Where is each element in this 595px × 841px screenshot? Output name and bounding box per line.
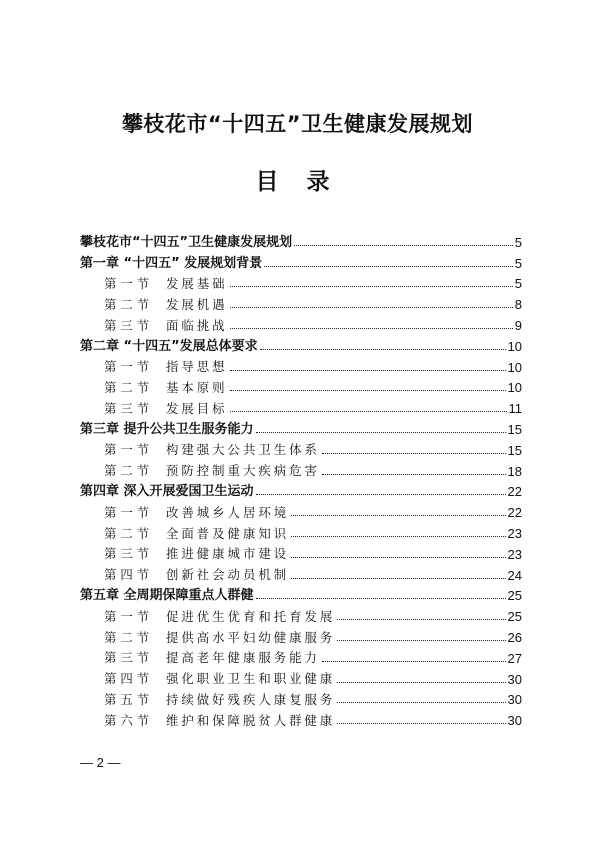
dot-leader: [256, 494, 506, 495]
toc-entry-title: 持续做好残疾人康复服务: [166, 691, 336, 707]
toc-page-number: 10: [507, 359, 522, 375]
dot-leader: [291, 557, 505, 558]
toc-entry-title: 促进优生优育和托育发展: [166, 608, 336, 624]
dot-leader: [230, 370, 506, 371]
toc-page-number: 9: [514, 317, 522, 333]
toc-section-entry[interactable]: [80, 602, 522, 623]
toc-page-number: 24: [507, 567, 522, 583]
toc-entry-title: 提高老年健康服务能力: [166, 650, 320, 666]
toc-chapter-entry[interactable]: [80, 478, 522, 499]
toc-section-number: 第四节: [104, 567, 154, 583]
dot-leader: [337, 723, 505, 724]
dot-leader: [337, 682, 505, 683]
dot-leader: [256, 432, 506, 433]
toc-section-number: 第五节: [104, 691, 154, 707]
toc-page-number: 30: [507, 692, 522, 708]
toc-section-number: 第一节: [104, 275, 154, 291]
toc-page-number: 23: [507, 546, 522, 562]
page-number: — 2 —: [80, 755, 121, 770]
toc-entry-title: 发展基础: [166, 275, 228, 291]
toc-entry-title: 维护和保障脱贫人群健康: [166, 712, 336, 728]
toc-section-number: 第三节: [104, 546, 154, 562]
toc-entry-title: 攀枝花市“十四五”卫生健康发展规划: [80, 234, 293, 250]
toc-page-number: 25: [507, 609, 522, 625]
document-title: 攀枝花市“十四五”卫生健康发展规划: [121, 112, 474, 136]
toc-section-entry[interactable]: [80, 665, 522, 686]
toc-page-number: 22: [507, 505, 522, 521]
toc-page-number: 30: [507, 713, 522, 729]
toc-entry-title: 改善城乡人居环境: [166, 504, 290, 520]
toc-entry-title: 发展目标: [166, 400, 228, 416]
toc-entry-title: 推进健康城市建设: [166, 546, 290, 562]
toc-section-entry[interactable]: [80, 353, 522, 374]
toc-section-entry[interactable]: [80, 457, 522, 478]
toc-page-number: 10: [507, 338, 522, 354]
toc-page-number: 27: [507, 650, 522, 666]
toc-entry-title: 指导思想: [166, 359, 228, 375]
toc-section-number: 第一节: [104, 359, 154, 375]
toc-section-number: 第一节: [104, 442, 154, 458]
toc-section-number: 第二节: [104, 525, 154, 541]
toc-section-entry[interactable]: [80, 311, 522, 332]
dot-leader: [322, 661, 506, 662]
toc-section-entry[interactable]: [80, 394, 522, 415]
toc-chapter-entry[interactable]: [80, 415, 522, 436]
toc-chapter-entry[interactable]: [80, 249, 522, 270]
toc-section-entry[interactable]: [80, 644, 522, 665]
dot-leader: [264, 266, 513, 267]
toc-page-number: 23: [507, 525, 522, 541]
toc-section-entry[interactable]: [80, 686, 522, 707]
dot-leader: [322, 474, 506, 475]
toc-page-number: 8: [514, 297, 522, 313]
toc-entry-title: 强化职业卫生和职业健康: [166, 671, 336, 687]
toc-page-number: 10: [507, 380, 522, 396]
toc-entry-title: 面临挑战: [166, 317, 228, 333]
dot-leader: [230, 307, 513, 308]
toc-entry-title: 第二章 “十四五”发展总体要求: [80, 338, 258, 354]
toc-entry-title: 全面普及健康知识: [166, 525, 290, 541]
dot-leader: [260, 349, 506, 350]
toc-page-number: 5: [514, 234, 522, 250]
toc-section-number: 第二节: [104, 463, 154, 479]
toc-entry-title: 第三章 提升公共卫生服务能力: [80, 421, 254, 437]
toc-page-number: 18: [507, 463, 522, 479]
toc-page-number: 11: [508, 401, 522, 417]
toc-page-number: 30: [507, 671, 522, 687]
toc-section-number: 第三节: [104, 400, 154, 416]
toc-section-entry[interactable]: [80, 270, 522, 291]
dot-leader: [337, 702, 505, 703]
toc-section-entry[interactable]: [80, 623, 522, 644]
toc-section-number: 第二节: [104, 379, 154, 395]
toc-page-number: 26: [507, 629, 522, 645]
toc-entry-title: 创新社会动员机制: [166, 567, 290, 583]
table-of-contents: [80, 228, 522, 727]
toc-section-number: 第二节: [104, 629, 154, 645]
dot-leader: [291, 578, 505, 579]
toc-page-number: 15: [507, 442, 522, 458]
toc-chapter-entry[interactable]: [80, 228, 522, 249]
dot-leader: [322, 453, 506, 454]
toc-section-entry[interactable]: [80, 374, 522, 395]
dot-leader: [291, 515, 505, 516]
toc-page-number: 22: [507, 484, 522, 500]
dot-leader: [230, 390, 506, 391]
toc-section-number: 第二节: [104, 296, 154, 312]
toc-section-entry[interactable]: [80, 498, 522, 519]
toc-entry-title: 基本原则: [166, 379, 228, 395]
toc-section-number: 第四节: [104, 671, 154, 687]
toc-entry-title: 发展机遇: [166, 296, 228, 312]
dot-leader: [337, 619, 505, 620]
toc-page-number: 15: [507, 421, 522, 437]
toc-section-entry[interactable]: [80, 290, 522, 311]
toc-entry-title: 第五章 全周期保障重点人群健: [80, 588, 254, 604]
toc-entry-title: 预防控制重大疾病危害: [166, 463, 320, 479]
toc-chapter-entry[interactable]: [80, 332, 522, 353]
toc-page-number: 5: [514, 276, 522, 292]
toc-entry-title: 提供高水平妇幼健康服务: [166, 629, 336, 645]
toc-heading: 目 录: [255, 169, 340, 195]
toc-entry-title: 构建强大公共卫生体系: [166, 442, 320, 458]
dot-leader: [294, 245, 513, 246]
toc-entry-title: 第一章 “十四五” 发展规划背景: [80, 255, 263, 271]
toc-section-entry[interactable]: [80, 540, 522, 561]
toc-section-entry[interactable]: [80, 436, 522, 457]
dot-leader: [230, 286, 513, 287]
dot-leader: [337, 640, 505, 641]
dot-leader: [230, 411, 507, 412]
toc-section-entry[interactable]: [80, 519, 522, 540]
dot-leader: [230, 328, 513, 329]
toc-section-number: 第六节: [104, 712, 154, 728]
toc-section-entry[interactable]: [80, 706, 522, 727]
toc-entry-title: 第四章 深入开展爱国卫生运动: [80, 484, 254, 500]
toc-page-number: 5: [514, 255, 522, 271]
toc-chapter-entry[interactable]: [80, 582, 522, 603]
dot-leader: [256, 598, 506, 599]
toc-page-number: 25: [507, 588, 522, 604]
toc-section-number: 第一节: [104, 504, 154, 520]
toc-section-number: 第三节: [104, 650, 154, 666]
toc-section-number: 第三节: [104, 317, 154, 333]
dot-leader: [291, 536, 505, 537]
toc-section-number: 第一节: [104, 608, 154, 624]
toc-section-entry[interactable]: [80, 561, 522, 582]
